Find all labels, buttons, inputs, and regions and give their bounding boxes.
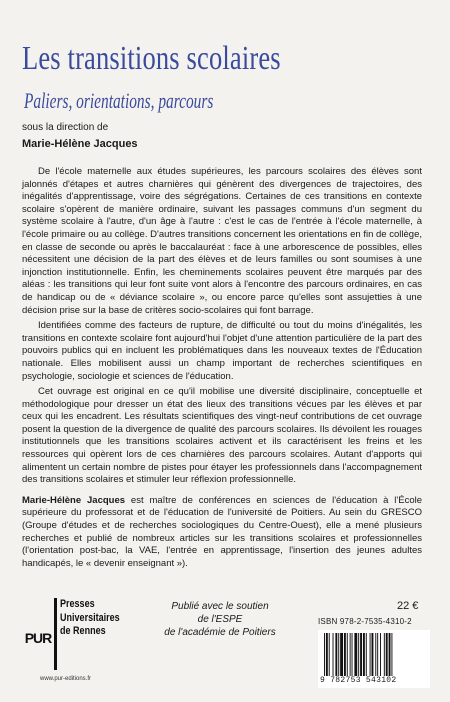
barcode-bar	[338, 633, 339, 677]
author-bio-text: est maître de conférences en sciences de l'éducation à l'École supérieure du professorat et de l'éducation de l'université de Poitiers. Au sein du GRESCO (Groupe d'études et de recherches sociologiques du Centre-Ouest), elle a mené plusieurs recherches et publié de nombreux articles sur les transitions scolaires et professionnelles (l'orientation post-bac, la VAE, l'entrée en apprentissage, l'insertion des jeunes adultes handicapés, le « devenir enseignant »).	[22, 494, 422, 569]
barcode-bar	[377, 633, 378, 677]
publisher-name-line: Universitaires	[60, 611, 120, 624]
publisher-name-line: de Rennes	[60, 625, 106, 637]
barcode-bar	[372, 633, 374, 677]
barcode-bar	[380, 633, 381, 677]
barcode	[318, 630, 430, 688]
summary-paragraph: De l'école maternelle aux études supérieures, les parcours scolaires des élèves sont jalonnés d'étapes et autres charnières qui génèrent des divergences de trajectoires, des inégalités d'apprentissage, voire des ségrégations. Certaines de ces transitions en contexte scolaire s'opèrent de manière ordinaire, suivant les passages communs d'un segment du système scolaire à l'autre, d'un âge à l'autre : c'est le cas de l'entrée à l'école maternelle, à l'école primaire ou au collège. D'autres transitions concernent les orientations en fin de collège, en classe de seconde ou après le baccalauréat : face à une arborescence de possibles, elles nécessitent une décision de la part des élèves et de leurs familles ou sont soumises à une injonction institutionnelle. Enfin, les cheminements scolaires peuvent être marqués par des aléas : les transitions qui leur font suite vont alors à l'encontre des parcours ordinaires, en cas de handicap ou de « déviance scolaire », ou encore parce qu'elles sont assujetties à une décision prise sur la base de critères socio-scolaires qui font barrage.	[22, 166, 422, 316]
barcode-digits: 9 782753 543102	[320, 676, 430, 685]
support-notice	[150, 600, 290, 639]
summary-paragraph: Identifiées comme des facteurs de rupture, de difficulté ou tout du moins d'inégalités, les transitions en contexte scolaire font aujourd'hui l'objet d'une attention particulière de la part des pouvoirs publics qui en incluent les problématiques dans les nouveaux textes de l'Éducation nationale. Elles mobilisent aussi un champ important de recherches scientifiques en psychologie, sociologie et sciences de l'éducation.	[22, 320, 422, 382]
barcode-bar	[340, 633, 343, 677]
barcode-bar	[366, 633, 367, 677]
barcode-bars	[324, 633, 424, 677]
barcode-bar	[358, 633, 359, 677]
barcode-bar	[386, 633, 388, 677]
book-subtitle: Paliers, orientations, parcours	[24, 88, 214, 113]
barcode-bar	[347, 633, 348, 677]
barcode-bar	[389, 633, 391, 677]
logo-divider	[54, 598, 57, 670]
barcode-bar	[363, 633, 365, 677]
direction-label: sous la direction de	[22, 122, 109, 133]
barcode-bar	[324, 633, 325, 677]
barcode-bar	[329, 633, 330, 677]
isbn: ISBN 978-2-7535-4310-2	[318, 617, 412, 626]
summary-text	[22, 166, 422, 573]
barcode-bar	[354, 633, 357, 677]
barcode-bar	[384, 633, 385, 677]
support-line: de l'ESPE	[197, 614, 243, 625]
book-title: Les transitions scolaires	[22, 40, 281, 77]
author-bio-name: Marie-Hélène Jacques	[22, 494, 126, 506]
barcode-bar	[370, 633, 371, 677]
barcode-bar	[352, 633, 353, 677]
price: 22 €	[397, 600, 419, 612]
barcode-bar	[375, 633, 376, 677]
barcode-bar	[360, 633, 362, 677]
support-line: de l'académie de Poitiers	[164, 627, 276, 638]
publisher-logo	[22, 598, 132, 688]
publisher-name-line: Presses	[60, 598, 95, 610]
support-line: Publié avec le soutien	[171, 601, 269, 612]
barcode-bar	[344, 633, 346, 677]
summary-paragraph: Cet ouvrage est original en ce qu'il mobilise une diversité disciplinaire, conceptuelle et méthodologique pour dresser un état des lieux des transitions vécues par les élèves et par ceux qui les encadrent. Les résultats scientifiques des vingt-neuf contributions de cet ouvrage posent la question de la divergence de qualité des parcours scolaires. Ils dévoilent les rouages institutionnels que les transitions scolaires activent et ils caractérisent les freins et les ressources qui opèrent lors de ces charnières des parcours scolaires. Autant d'apports qui alimentent un certain nombre de pistes pour étayer les professionnels dans l'accompagnement des transitions scolaires et stimuler leur réflexion professionnelle.	[22, 386, 422, 486]
barcode-bar	[350, 633, 351, 677]
director-name: Marie-Hélène Jacques	[22, 138, 138, 150]
publisher-website: www.pur-editions.fr	[40, 676, 92, 682]
barcode-bar	[333, 633, 334, 677]
publisher-name	[60, 598, 120, 639]
barcode-bar	[391, 633, 392, 677]
barcode-bar	[326, 633, 328, 677]
author-bio	[22, 495, 422, 571]
pur-logo-mark: PUR	[24, 630, 52, 646]
barcode-bar	[335, 633, 337, 677]
